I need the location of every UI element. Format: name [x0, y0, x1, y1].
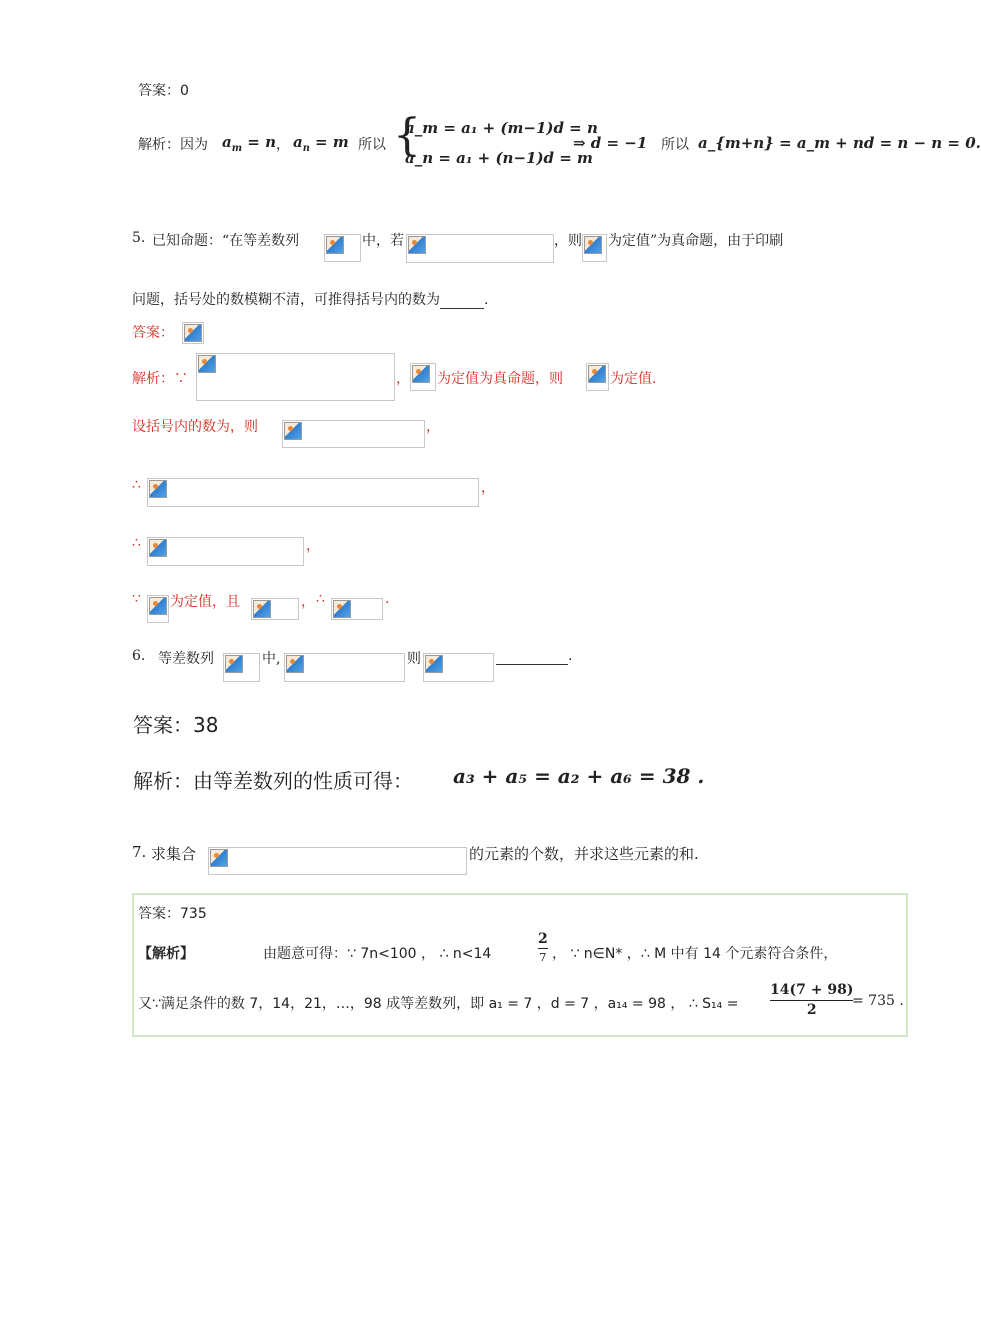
- q5-therefore1: ∴: [132, 477, 141, 493]
- q5-formula-image-2: [406, 234, 554, 263]
- q6-text3: 则: [407, 651, 421, 667]
- q5-step1-end: ，: [426, 419, 440, 435]
- q6-answer-label: 答案：: [133, 713, 193, 737]
- q5-blank: [440, 292, 484, 309]
- q5-step1-image: [282, 420, 425, 448]
- eq1-var: a: [222, 133, 232, 151]
- q4-system-line1: a_m = a₁ + (m−1)d = n: [405, 119, 598, 137]
- q7-frac-den: 7: [538, 948, 548, 967]
- q7-answer: [138, 903, 207, 923]
- q7-answer-value: 735: [180, 906, 207, 922]
- q4-answer: [138, 80, 189, 100]
- q7-sum-den: 2: [770, 1000, 853, 1020]
- q4-eq2: [293, 133, 349, 154]
- q6-blank-line: [496, 648, 572, 665]
- q6-formula-image-2: [284, 653, 405, 682]
- q7-analysis-label: 【解析】: [138, 946, 194, 962]
- q5-analysis-mid: 为定值为真命题，则: [437, 371, 563, 387]
- answer-value: 0: [180, 83, 189, 99]
- q5-since-end: .: [385, 591, 390, 607]
- q7-answer-label: 答案：: [138, 906, 180, 922]
- q7-sum-result: = 735 .: [852, 993, 904, 1009]
- because-text: 因为: [180, 137, 208, 153]
- q6-analysis: [133, 765, 413, 794]
- q5-therefore2: ∴: [132, 535, 141, 551]
- q5-since-comma: ，: [301, 594, 315, 610]
- q4-comma: ，: [276, 137, 290, 153]
- q5-text2: 中，若: [362, 233, 404, 249]
- q5-formula-image-3: [582, 234, 607, 262]
- q7-analysis-line2: 又∵满足条件的数 7，14，21，…，98 成等差数列，即 a₁ = 7 ，d = 7 ，a₁₄ = 98 ， ∴ S₁₄ =: [138, 996, 739, 1012]
- q5-analysis-comma: ，: [396, 371, 410, 387]
- q5-since-image-1: [147, 595, 169, 623]
- q6-answer-value: 38: [193, 713, 219, 737]
- q5-therefore1-image: [147, 478, 479, 507]
- q5-analysis-image-3: [586, 363, 609, 391]
- q5-since-image-3: [331, 598, 383, 620]
- q5-step1: 设括号内的数为，则: [132, 419, 258, 435]
- q5-therefore2-image: [147, 537, 304, 566]
- q6-blank: [496, 648, 568, 665]
- q5-number: 5.: [132, 230, 146, 246]
- eq1-rhs: = n: [242, 133, 276, 151]
- q7-frac-num: 2: [538, 931, 548, 947]
- q5-therefore1-end: ，: [481, 480, 495, 496]
- q6-analysis-label: 解析：: [133, 769, 193, 793]
- q5-since: ∵: [132, 591, 141, 607]
- q4-eq1: [222, 133, 276, 154]
- analysis-label: 解析：: [138, 137, 180, 153]
- eq2-sub: n: [302, 143, 310, 154]
- q7-sum-fraction: [770, 981, 853, 1020]
- q5-line2-text: 问题，括号处的数模糊不清，可推得括号内的数为: [132, 292, 440, 308]
- q5-analysis-image-2: [410, 363, 436, 391]
- q5-since-mid: 为定值，且: [170, 594, 240, 610]
- q5-analysis-image-1: [196, 353, 395, 401]
- q6-end: .: [568, 648, 573, 664]
- q5-text4: 为定值”为真命题，由于印刷: [608, 233, 784, 249]
- q7-text1: 求集合: [151, 845, 197, 863]
- q6-number: 6.: [132, 648, 146, 664]
- eq2-var: a: [293, 133, 303, 151]
- q6-analysis-equation: a₃ + a₅ = a₂ + a₆ = 38 .: [453, 764, 705, 788]
- q7-analysis-line1: 由题意可得：∵ 7n<100 ， ∴ n<14: [263, 946, 492, 962]
- q6-formula-image-3: [423, 653, 494, 682]
- q6-analysis-text: 由等差数列的性质可得：: [193, 769, 413, 793]
- q5-therefore2-end: ，: [306, 538, 320, 554]
- q4-system-line2: a_n = a₁ + (n−1)d = m: [405, 149, 593, 167]
- q6-text1: 等差数列: [158, 651, 214, 667]
- q4-so2: 所以: [661, 137, 689, 153]
- q4-final-equation: a_{m+n} = a_m + nd = n − n = 0.: [698, 134, 981, 152]
- q5-since-therefore: ∴: [316, 591, 325, 607]
- system-brace: {: [393, 110, 421, 161]
- q4-analysis-label: [138, 134, 208, 154]
- q7-text2: 的元素的个数，并求这些元素的和.: [469, 845, 699, 863]
- q4-so1: 所以: [358, 137, 386, 153]
- q7-fraction: [538, 930, 548, 967]
- q5-analysis-label: 解析：∵: [132, 371, 188, 387]
- eq2-rhs: = m: [309, 133, 349, 151]
- q6-answer: [133, 709, 218, 738]
- q7-sum-num: 14(7 + 98): [770, 982, 854, 998]
- q5-text1: 已知命题：“在等差数列: [152, 233, 300, 249]
- q6-formula-image-1: [223, 653, 260, 682]
- q5-answer-image: [182, 322, 204, 344]
- q5-since-image-2: [251, 598, 299, 620]
- eq1-sub: m: [231, 143, 243, 154]
- q5-line2: [132, 289, 488, 309]
- q5-formula-image-1: [324, 234, 361, 262]
- q4-implies: ⇒ d = −1: [573, 134, 648, 152]
- q5-analysis-end: 为定值.: [610, 371, 657, 387]
- answer-label: 答案：: [138, 83, 180, 99]
- q7-number: 7.: [132, 843, 147, 861]
- q5-answer-label: 答案：: [132, 325, 174, 341]
- q5-line2-end: .: [484, 292, 489, 308]
- q7-analysis-line1b: ， ∵ n∈N* ，∴ M 中有 14 个元素符合条件，: [552, 946, 838, 962]
- q7-set-formula-image: [208, 847, 467, 875]
- q5-text3: ，则: [554, 233, 582, 249]
- q6-text2: 中,: [262, 651, 281, 667]
